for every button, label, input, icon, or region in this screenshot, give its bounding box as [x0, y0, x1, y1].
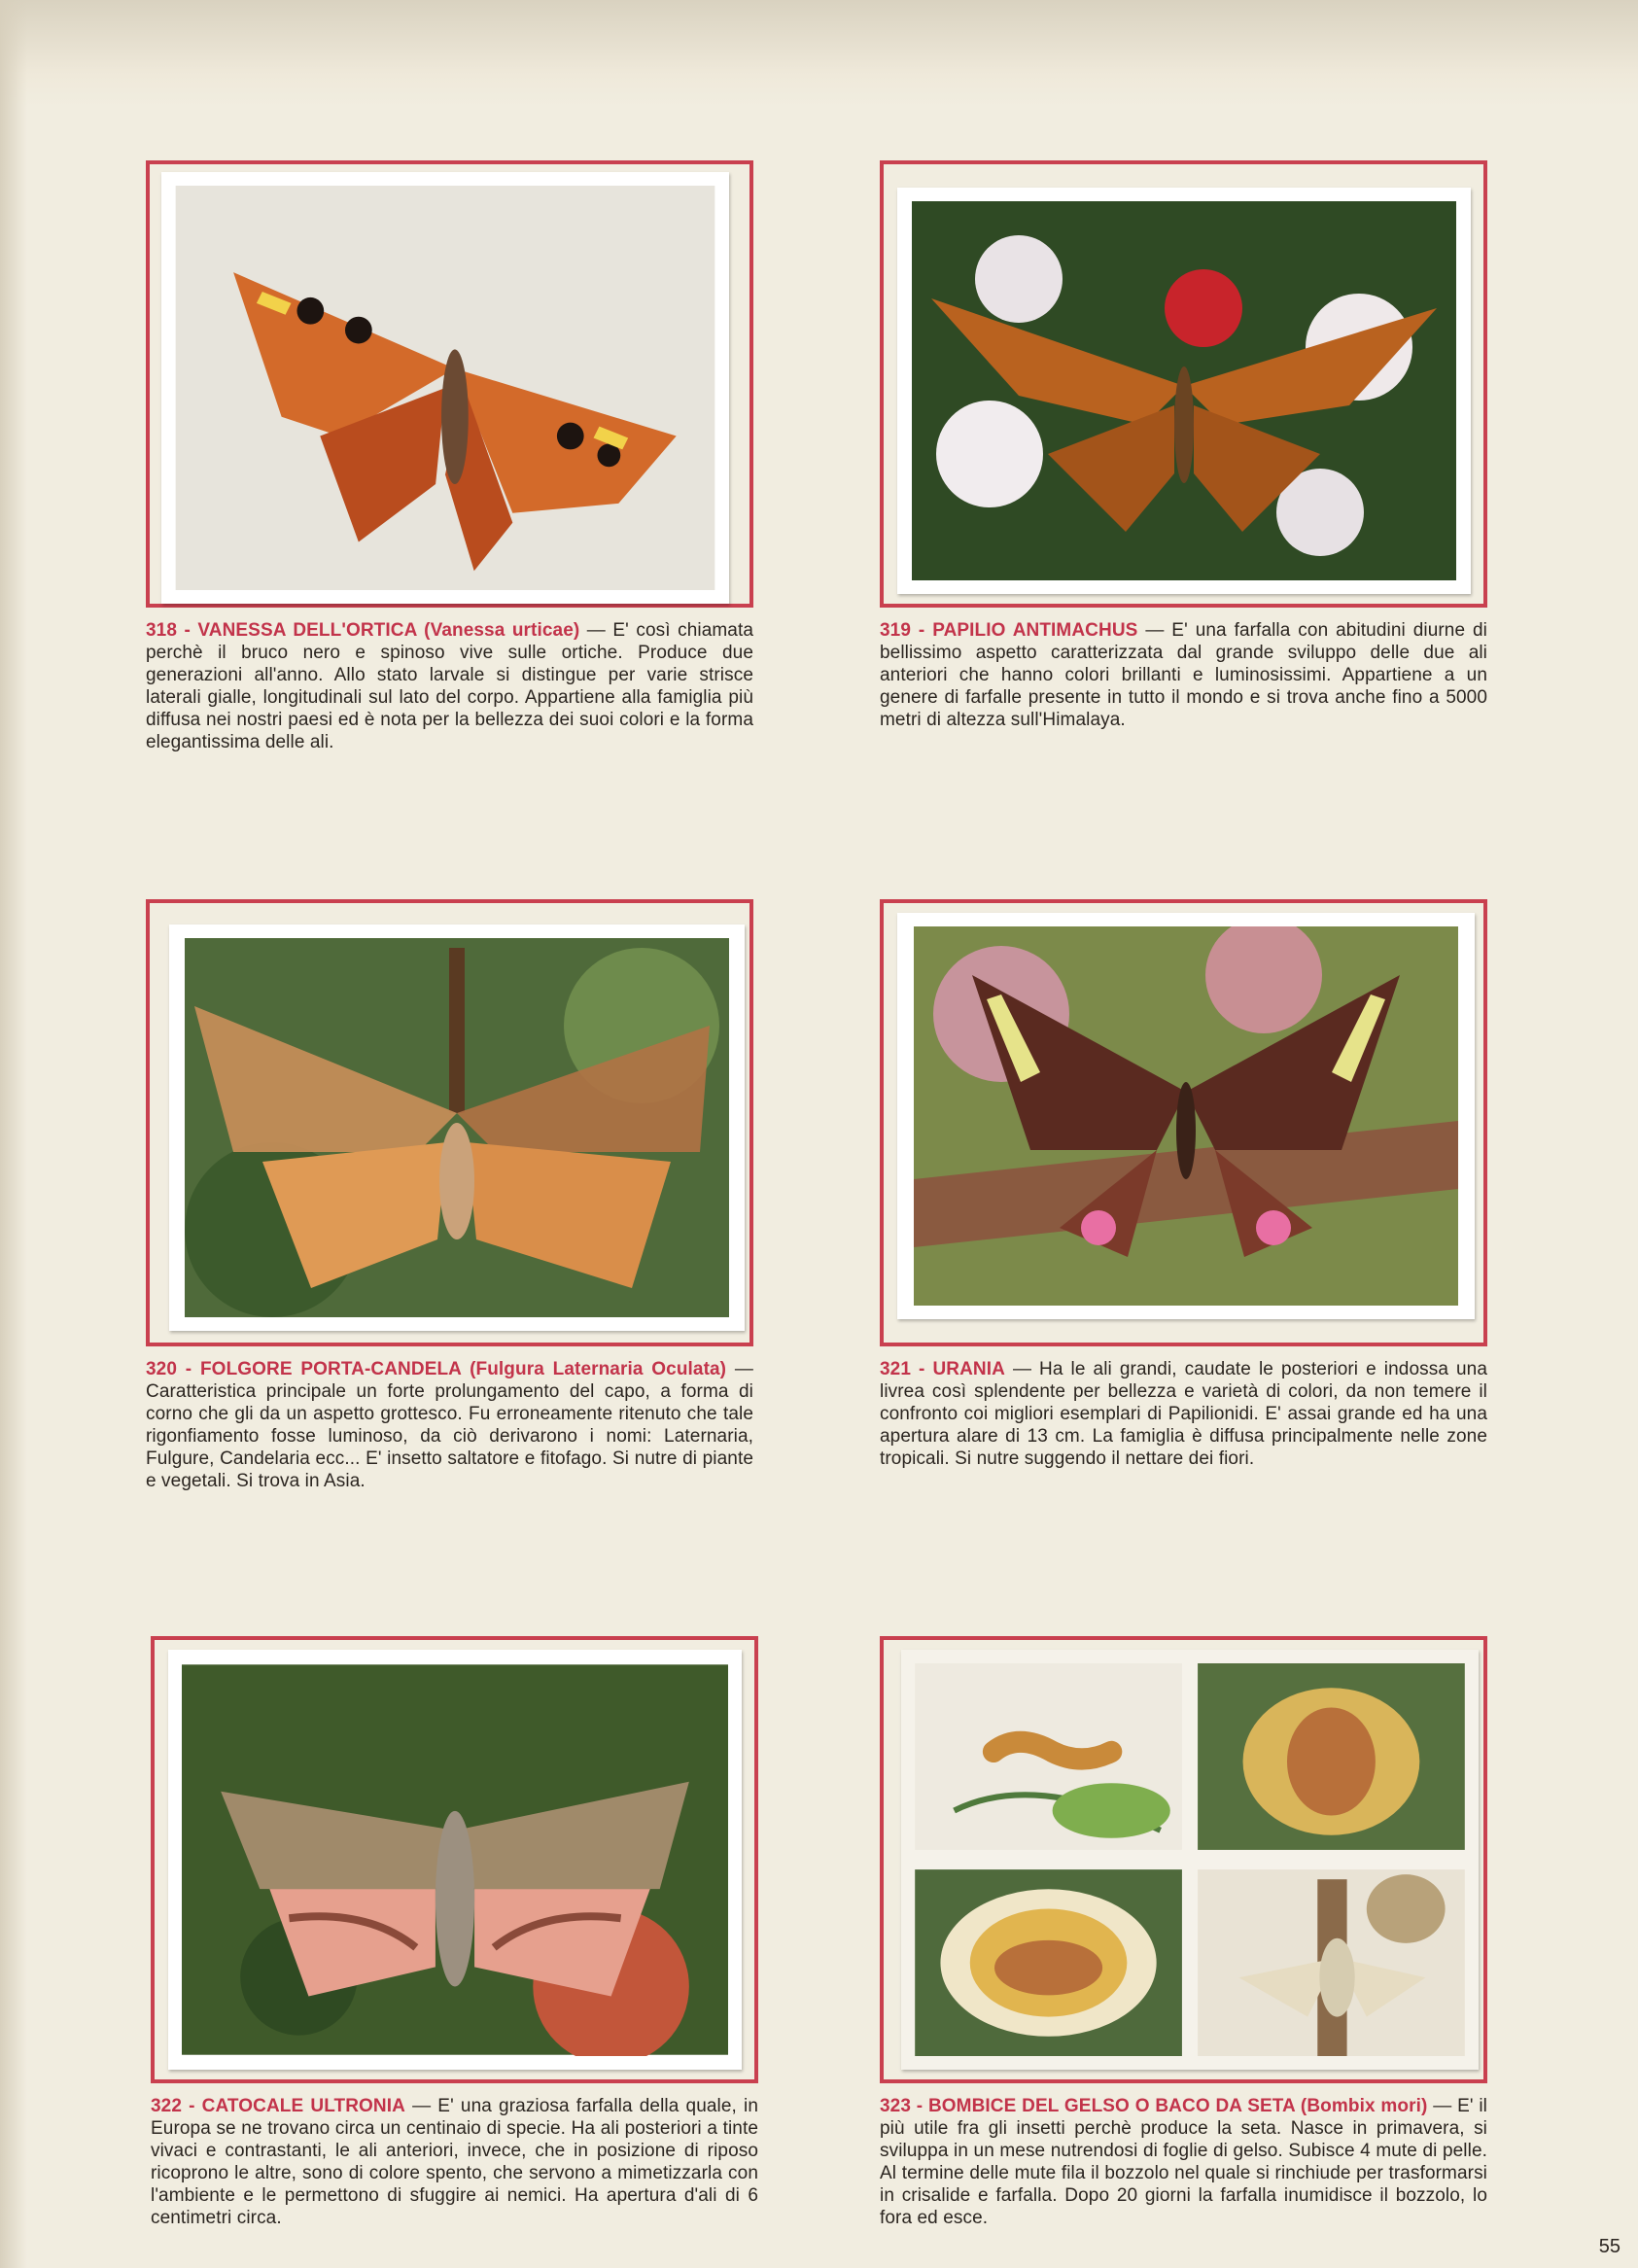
- sticker-fulgura-laternaria: [169, 925, 745, 1331]
- sticker-papilio-antimachus: [897, 188, 1471, 594]
- silkworm-stages-image: [915, 1663, 1465, 2056]
- caption-title: 321 - URANIA: [880, 1359, 1005, 1379]
- butterfly-image: [175, 186, 715, 590]
- caption: [146, 1358, 753, 1492]
- caption-text: — Caratteristica principale un forte prolungamento del capo, a forma di corno che gli da un aspetto grottesco. Fu erroneamente ritenuto che tale rigonfiamento fosse luminoso, da ciò derivarono i nomi: Laternaria, Fulgure, Candelaria ecc... E' insetto saltatore e fitofago. Si nutre di piante e vegetali. Si trova in Asia.: [146, 1359, 753, 1491]
- caption-text: — Ha le ali grandi, caudate le posteriori e indossa una livrea così splendente per bellezza e varietà di colori, da non temere il confronto coi migliori esemplari di Papilionidi. E' assai grande ed ha una apertura alare di 13 cm. La famiglia è diffusa principalmente nelle zone tropicali. Si nutre suggendo il nettare dei fiori.: [880, 1359, 1487, 1469]
- caption: [146, 619, 753, 753]
- page-number: 55: [1598, 2236, 1621, 2257]
- caption-title: 319 - PAPILIO ANTIMACHUS: [880, 620, 1138, 641]
- moth-image: [911, 926, 1461, 1306]
- sticker-vanessa-urticae: [161, 172, 729, 604]
- sticker-bombix-mori: [901, 1650, 1479, 2070]
- caption-text: — E' una farfalla con abitudini diurne di bellissimo aspetto caratterizzata dal grande sviluppo delle due ali anteriori che hanno colori brillanti e luminosissimi. Appartiene a un genere di farfalle presente in tutto il mondo e si trova anche fino a 5000 metri di altezza sull'Himalaya.: [880, 620, 1487, 730]
- insect-image: [183, 938, 731, 1317]
- caption-title: 320 - FOLGORE PORTA-CANDELA (Fulgura Laternaria Oculata): [146, 1359, 727, 1379]
- caption: [880, 2095, 1487, 2229]
- caption-title: 323 - BOMBICE DEL GELSO O BACO DA SETA (Bombix mori): [880, 2096, 1428, 2116]
- sticker-catocala-ultronia: [168, 1650, 742, 2070]
- sticker-urania: [897, 913, 1475, 1319]
- moth-image: [182, 1663, 728, 2056]
- caption-text: — E' il più utile fra gli insetti perchè produce la seta. Nasce in primavera, si sviluppa in un mese nutrendosi di foglie di gelso. Subisce 4 mute di pelle. Al termine delle mute fila il bozzolo nel quale si rinchiude per trasformarsi in crisalide e farfalla. Dopo 20 giorni la farfalla inumidisce il bozzolo, lo fora ed esce.: [880, 2096, 1487, 2228]
- butterfly-image: [911, 201, 1457, 580]
- page-left-wear: [0, 0, 27, 2268]
- caption: [880, 619, 1487, 731]
- page-top-wear: [0, 0, 1638, 107]
- caption: [880, 1358, 1487, 1470]
- caption: [151, 2095, 758, 2229]
- caption-title: 322 - CATOCALE ULTRONIA: [151, 2096, 405, 2116]
- caption-text: — E' così chiamata perchè il bruco nero e spinoso vive sulle ortiche. Produce due generazioni all'anno. Allo stato larvale si distingue per varie strisce laterali gialle, longitudinali sul lato del corpo. Appartiene alla famiglia più diffusa nei nostri paesi ed è nota per la bellezza dei suoi colori e la forma elegantissima delle ali.: [146, 620, 753, 752]
- caption-text: — E' una graziosa farfalla della quale, in Europa se ne trovano circa un centinaio di specie. Ha ali posteriori a tinte vivaci e contrastanti, le ali anteriori, invece, che in posizione di riposo ricoprono le altre, sono di colore spento, che servono a mimetizzarla con l'ambiente e le permettono di sfuggire ai nemici. Ha apertura d'ali di 6 centimetri circa.: [151, 2096, 759, 2228]
- caption-title: 318 - VANESSA DELL'ORTICA (Vanessa urticae): [146, 620, 580, 641]
